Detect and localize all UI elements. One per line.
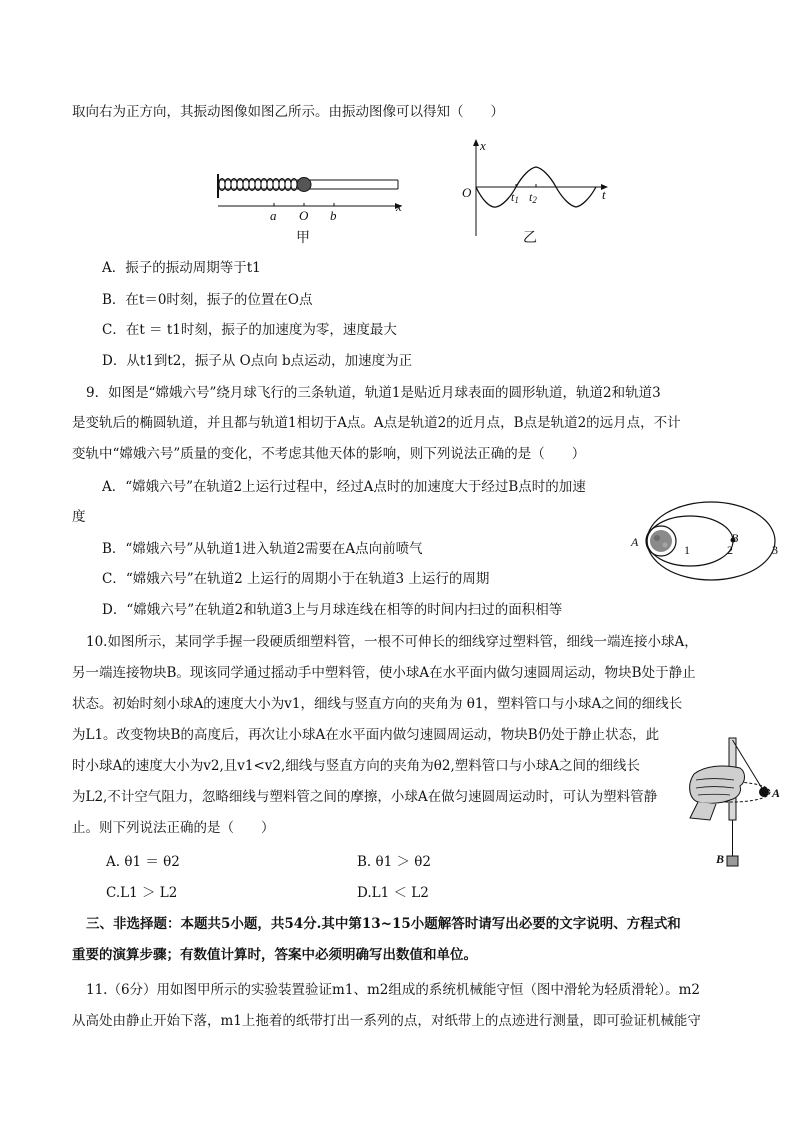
q10-option-d: D.L1 ＜ L2 [357, 885, 429, 901]
q8-intro: 取向右为正方向，其振动图像如图乙所示。由振动图像可以得知（ ） [72, 104, 504, 120]
q11-line-2: 从高处由静止开始下落，m1上拖着的纸带打出一系列的点，对纸带上的点迹进行测量，即可验证机械能守 [72, 1013, 701, 1029]
moon-icon [650, 530, 672, 552]
q8-option-d: D．从t1到t2，振子从 O点向 b点运动，加速度为正 [102, 353, 413, 369]
orbit-2-label: 2 [727, 543, 733, 557]
point-a-label: A [631, 535, 639, 549]
q10-line-2: 另一端连接物块B。现该同学通过摇动手中塑料管，使小球A在水平面内做匀速圆周运动，物块B处于静止 [72, 665, 696, 681]
q10-line-6: 为L2,不计空气阻力，忽略细线与塑料管之间的摩擦，小球A在做匀速圆周运动时，可认为塑料管静 [72, 789, 658, 805]
q10-option-c: C.L1 ＞ L2 [106, 885, 178, 901]
label-b: b [330, 208, 337, 223]
q9-option-b: B．“嫦娥六号”从轨道1进入轨道2需要在A点向前喷气 [102, 541, 423, 557]
q9-option-a-line-2: 度 [72, 509, 86, 525]
q9-option-a-line-1: A．“嫦娥六号”在轨道2上运行过程中，经过A点时的加速度大于经过B点时的加速 [102, 479, 586, 495]
graph-t1: t1 [511, 190, 519, 205]
ball-a-label: A [772, 786, 781, 800]
q10-option-b: B. θ1 ＞ θ2 [357, 854, 432, 870]
hand-tube-figure [676, 734, 788, 874]
q8-option-c: C．在t ＝ t1时刻，振子的加速度为零，速度最大 [102, 322, 397, 338]
q10-option-a: A. θ1 ＝ θ2 [106, 854, 180, 870]
caption-yi: 乙 [523, 231, 537, 246]
block-b-label: B [716, 852, 725, 866]
ball-a [759, 787, 769, 797]
q10-line-5: 时小球A的速度大小为v2,且v1<v2,细线与竖直方向的夹角为θ2,塑料管口与小球A之间的细线长 [72, 758, 641, 774]
caption-jia: 甲 [296, 231, 310, 246]
section-3-heading-line-1: 三、非选择题：本题共5小题，共54分.其中第13~15小题解答时请写出必要的文字说明、方程式和 [86, 916, 681, 932]
spring-oscillator-figure [210, 166, 410, 248]
label-x-axis: x [396, 199, 402, 214]
point-b-label: B [731, 531, 739, 545]
label-o: O [299, 208, 309, 223]
q10-line-1: 10.如图所示，某同学手握一段硬质细塑料管，一根不可伸长的细线穿过塑料管，细线一端连接小球A， [86, 634, 698, 650]
q11-line-1: 11.（6分）用如图甲所示的实验装置验证m1、m2组成的系统机械能守恒（图中滑轮为轻质滑轮）。m2 [86, 982, 700, 998]
q10-line-3: 状态。初始时刻小球A的速度大小为v1，细线与竖直方向的夹角为 θ1，塑料管口与小球A之间的细线长 [72, 696, 683, 712]
q10-line-4: 为L1。改变物块B的高度后，再次让小球A在水平面内做匀速圆周运动，物块B仍处于静止状态，此 [72, 727, 660, 743]
q9-line-3: 变轨中“嫦娥六号”质量的变化，不考虑其他天体的影响，则下列说法正确的是（ ） [72, 446, 586, 462]
graph-t2: t2 [529, 190, 537, 205]
q9-line-2: 是变轨后的椭圆轨道，并且都与轨道1相切于A点。A点是轨道2的近月点，B点是轨道2的远月点，不计 [72, 415, 681, 431]
q8-option-a: A．振子的振动周期等于t1 [102, 260, 261, 276]
q8-option-b: B．在t＝0时刻，振子的位置在O点 [102, 292, 313, 308]
q10-line-7: 止。则下列说法正确的是（ ） [72, 820, 275, 836]
orbit-figure [622, 500, 792, 594]
graph-x-label: x [480, 138, 486, 153]
section-3-heading-line-2: 重要的演算步骤；有数值计算时，答案中必须明确写出数值和单位。 [72, 947, 477, 963]
vibration-graph [458, 138, 618, 248]
block-b [727, 856, 738, 866]
orbit-1-label: 1 [684, 543, 690, 557]
q9-line-1: 9．如图是“嫦娥六号”绕月球飞行的三条轨道，轨道1是贴近月球表面的圆形轨道，轨道2和轨道3 [86, 385, 661, 401]
q9-option-d: D．“嫦娥六号”在轨道2和轨道3上与月球连线在相等的时间内扫过的面积相等 [102, 602, 563, 618]
label-a: a [270, 208, 277, 223]
orbit-3-label: 3 [772, 543, 778, 557]
q9-option-c: C．“嫦娥六号”在轨道2 上运行的周期小于在轨道3 上运行的周期 [102, 571, 490, 587]
oscillator-ball [297, 178, 311, 192]
hand-icon [690, 766, 745, 803]
graph-origin: O [462, 185, 472, 200]
graph-t-label: t [602, 187, 606, 202]
